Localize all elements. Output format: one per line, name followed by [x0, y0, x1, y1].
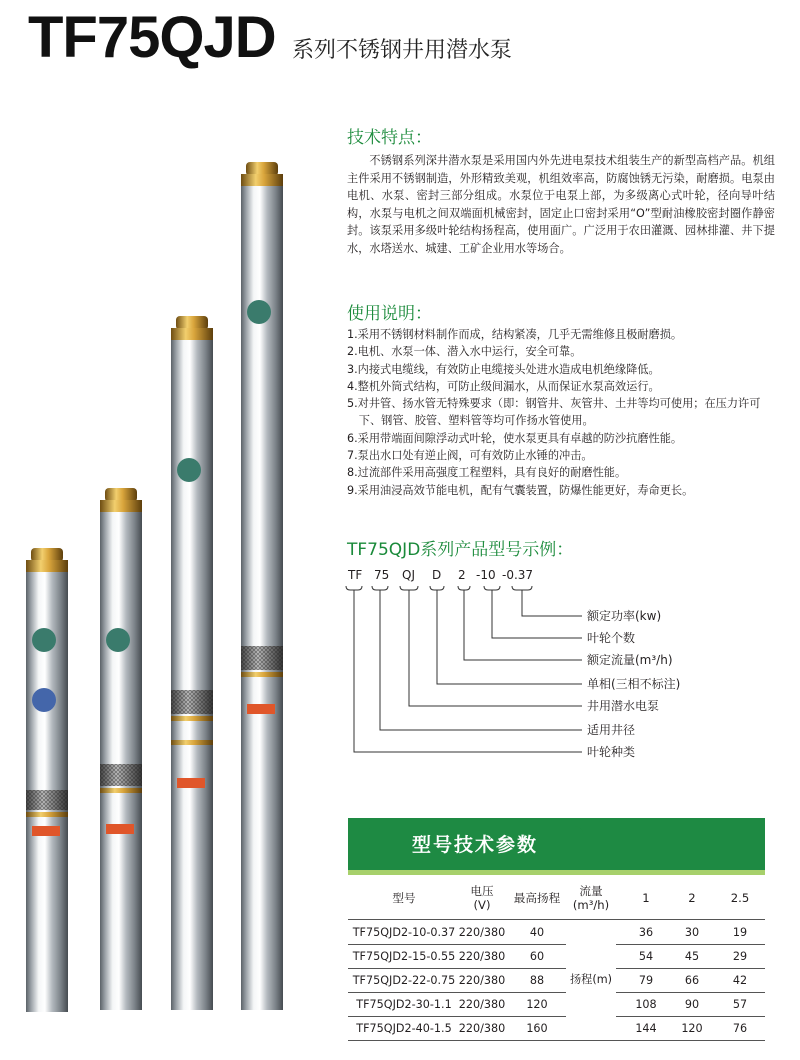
- col-header-q1: 1: [642, 891, 650, 905]
- code-segment: QJ: [402, 568, 415, 582]
- list-item: 5.对井管、扬水管无特殊要求（即：钢管井、灰管井、土井等均可使用；在压力许可下、钢管、胶管、塑料管等均可作扬水管使用。: [347, 397, 761, 428]
- table-cell-h3: 76: [732, 1022, 748, 1035]
- page-title: TF75QJD: [28, 5, 276, 70]
- col-header-max-head: 最高扬程: [513, 891, 561, 905]
- table-cell-h2: 66: [684, 974, 700, 987]
- page-subtitle: 系列不锈钢井用潜水泵: [292, 38, 513, 63]
- code-segment: TF: [348, 568, 363, 582]
- table-cell-max-head: 88: [529, 974, 545, 987]
- code-segment: 2: [458, 568, 466, 582]
- table-cell-h2: 45: [684, 950, 700, 963]
- code-segment: -10: [476, 568, 496, 582]
- table-divider: [348, 968, 566, 969]
- col-header-voltage: 电压: [470, 884, 494, 898]
- table-cell-voltage: 220/380: [458, 950, 506, 963]
- usage-heading: 使用说明：: [347, 304, 432, 324]
- list-item: 7.泵出水口处有逆止阀，可有效防止水锤的冲击。: [347, 449, 593, 463]
- table-cell-max-head: 60: [529, 950, 545, 963]
- legend-label: 单相(三相不标注): [587, 677, 681, 691]
- table-cell-model: TF75QJD2-10-0.37: [352, 926, 456, 939]
- table-divider: [348, 1016, 566, 1017]
- table-cell-max-head: 120: [526, 998, 548, 1011]
- list-item: 6.采用带端面间隙浮动式叶轮，使水泵更具有卓越的防沙抗磨性能。: [347, 431, 683, 445]
- table-cell-h2: 30: [684, 926, 700, 939]
- table-title: 型号技术参数: [411, 834, 538, 856]
- table-divider: [348, 944, 566, 945]
- table-cell-h2: 120: [681, 1022, 703, 1035]
- table-divider: [348, 919, 765, 920]
- list-item: 3.内接式电缆线，有效防止电缆接头处进水造成电机绝缘降低。: [347, 362, 660, 376]
- code-segment: D: [432, 568, 442, 582]
- table-cell-h3: 42: [732, 974, 748, 987]
- legend-label: 适用井径: [587, 723, 636, 737]
- table-cell-max-head: 40: [529, 926, 545, 939]
- table-cell-h3: 57: [732, 998, 748, 1011]
- table-cell-h1: 79: [638, 974, 654, 987]
- table-cell-model: TF75QJD2-30-1.1: [356, 998, 452, 1011]
- list-item: 4.整机外筒式结构，可防止级间漏水，从而保证水泵高效运行。: [347, 379, 660, 393]
- legend-label: 额定流量(m³/h): [587, 653, 673, 667]
- table-cell-h1: 144: [635, 1022, 657, 1035]
- list-item: 2.电机、水泵一体、潜入水中运行，安全可靠。: [347, 345, 582, 359]
- col-header-voltage-unit: (V): [473, 898, 491, 912]
- table-cell-h1: 36: [638, 926, 654, 939]
- features-text: 不锈钢系列深井潜水泵是采用国内外先进电泵技术组装生产的新型高档产品。机组主件采用不锈钢制造，外形精致美观，机组效率高，防腐蚀锈无污染，耐磨损。电泵由电机、水泵、密封三部分组成。水泵位于电泵上部，为多级离心式叶轮，径向导叶结构，水泵与电机之间双端面机械密封，固定止口密封采用“O”型耐油橡胶密封圈作静密封。该泵采用多级叶轮结构扬程高，使用面广。广泛用于农田灌溉、园林排灌、井下提水，水塔送水、城建、工矿企业用水等场合。: [347, 154, 775, 255]
- table-cell-model: TF75QJD2-22-0.75: [352, 974, 456, 987]
- list-item: 1.采用不锈钢材料制作而成，结构紧凑，几乎无需维修且极耐磨损。: [347, 328, 683, 341]
- list-item: 8.过流部件采用高强度工程塑料，具有良好的耐磨性能。: [347, 466, 627, 480]
- table-cell-h2: 90: [684, 998, 700, 1011]
- table-cell-voltage: 220/380: [458, 998, 506, 1011]
- col-header-flow: 流量: [579, 884, 603, 898]
- legend-label: 井用潜水电泵: [587, 699, 660, 713]
- table-cell-h3: 29: [732, 950, 748, 963]
- legend-label: 叶轮个数: [587, 631, 636, 645]
- table-divider: [616, 968, 765, 969]
- list-item: 9.采用油浸高效节能电机，配有气囊装置，防爆性能更好，寿命更长。: [347, 483, 694, 497]
- code-segment: -0.37: [502, 568, 534, 582]
- table-cell-model: TF75QJD2-15-0.55: [352, 950, 456, 963]
- table-cell-h1: 54: [638, 950, 654, 963]
- table-divider: [616, 1016, 765, 1017]
- table-divider: [616, 992, 765, 993]
- table-cell-model: TF75QJD2-40-1.5: [356, 1022, 452, 1035]
- table-cell-h3: 19: [732, 926, 748, 939]
- table-cell-h1: 108: [635, 998, 657, 1011]
- table-cell-voltage: 220/380: [458, 974, 506, 987]
- table-divider: [348, 992, 566, 993]
- table-cell-voltage: 220/380: [458, 926, 506, 939]
- col-header-model: 型号: [392, 891, 416, 905]
- legend-label: 额定功率(kw): [587, 609, 662, 623]
- table-cell-voltage: 220/380: [458, 1022, 506, 1035]
- table-divider: [616, 944, 765, 945]
- features-heading: 技术特点：: [347, 128, 432, 148]
- table-accent-bar: [348, 870, 765, 875]
- col-header-q3: 2.5: [730, 891, 750, 905]
- head-label: 扬程(m): [569, 973, 612, 986]
- legend-label: 叶轮种类: [587, 745, 636, 759]
- table-cell-max-head: 160: [526, 1022, 548, 1035]
- table-divider: [348, 1040, 765, 1041]
- code-segment: 75: [374, 568, 390, 582]
- col-header-flow-unit: (m³/h): [572, 898, 610, 912]
- col-header-q2: 2: [688, 891, 696, 905]
- model-example-heading: TF75QJD系列产品型号示例：: [347, 540, 574, 560]
